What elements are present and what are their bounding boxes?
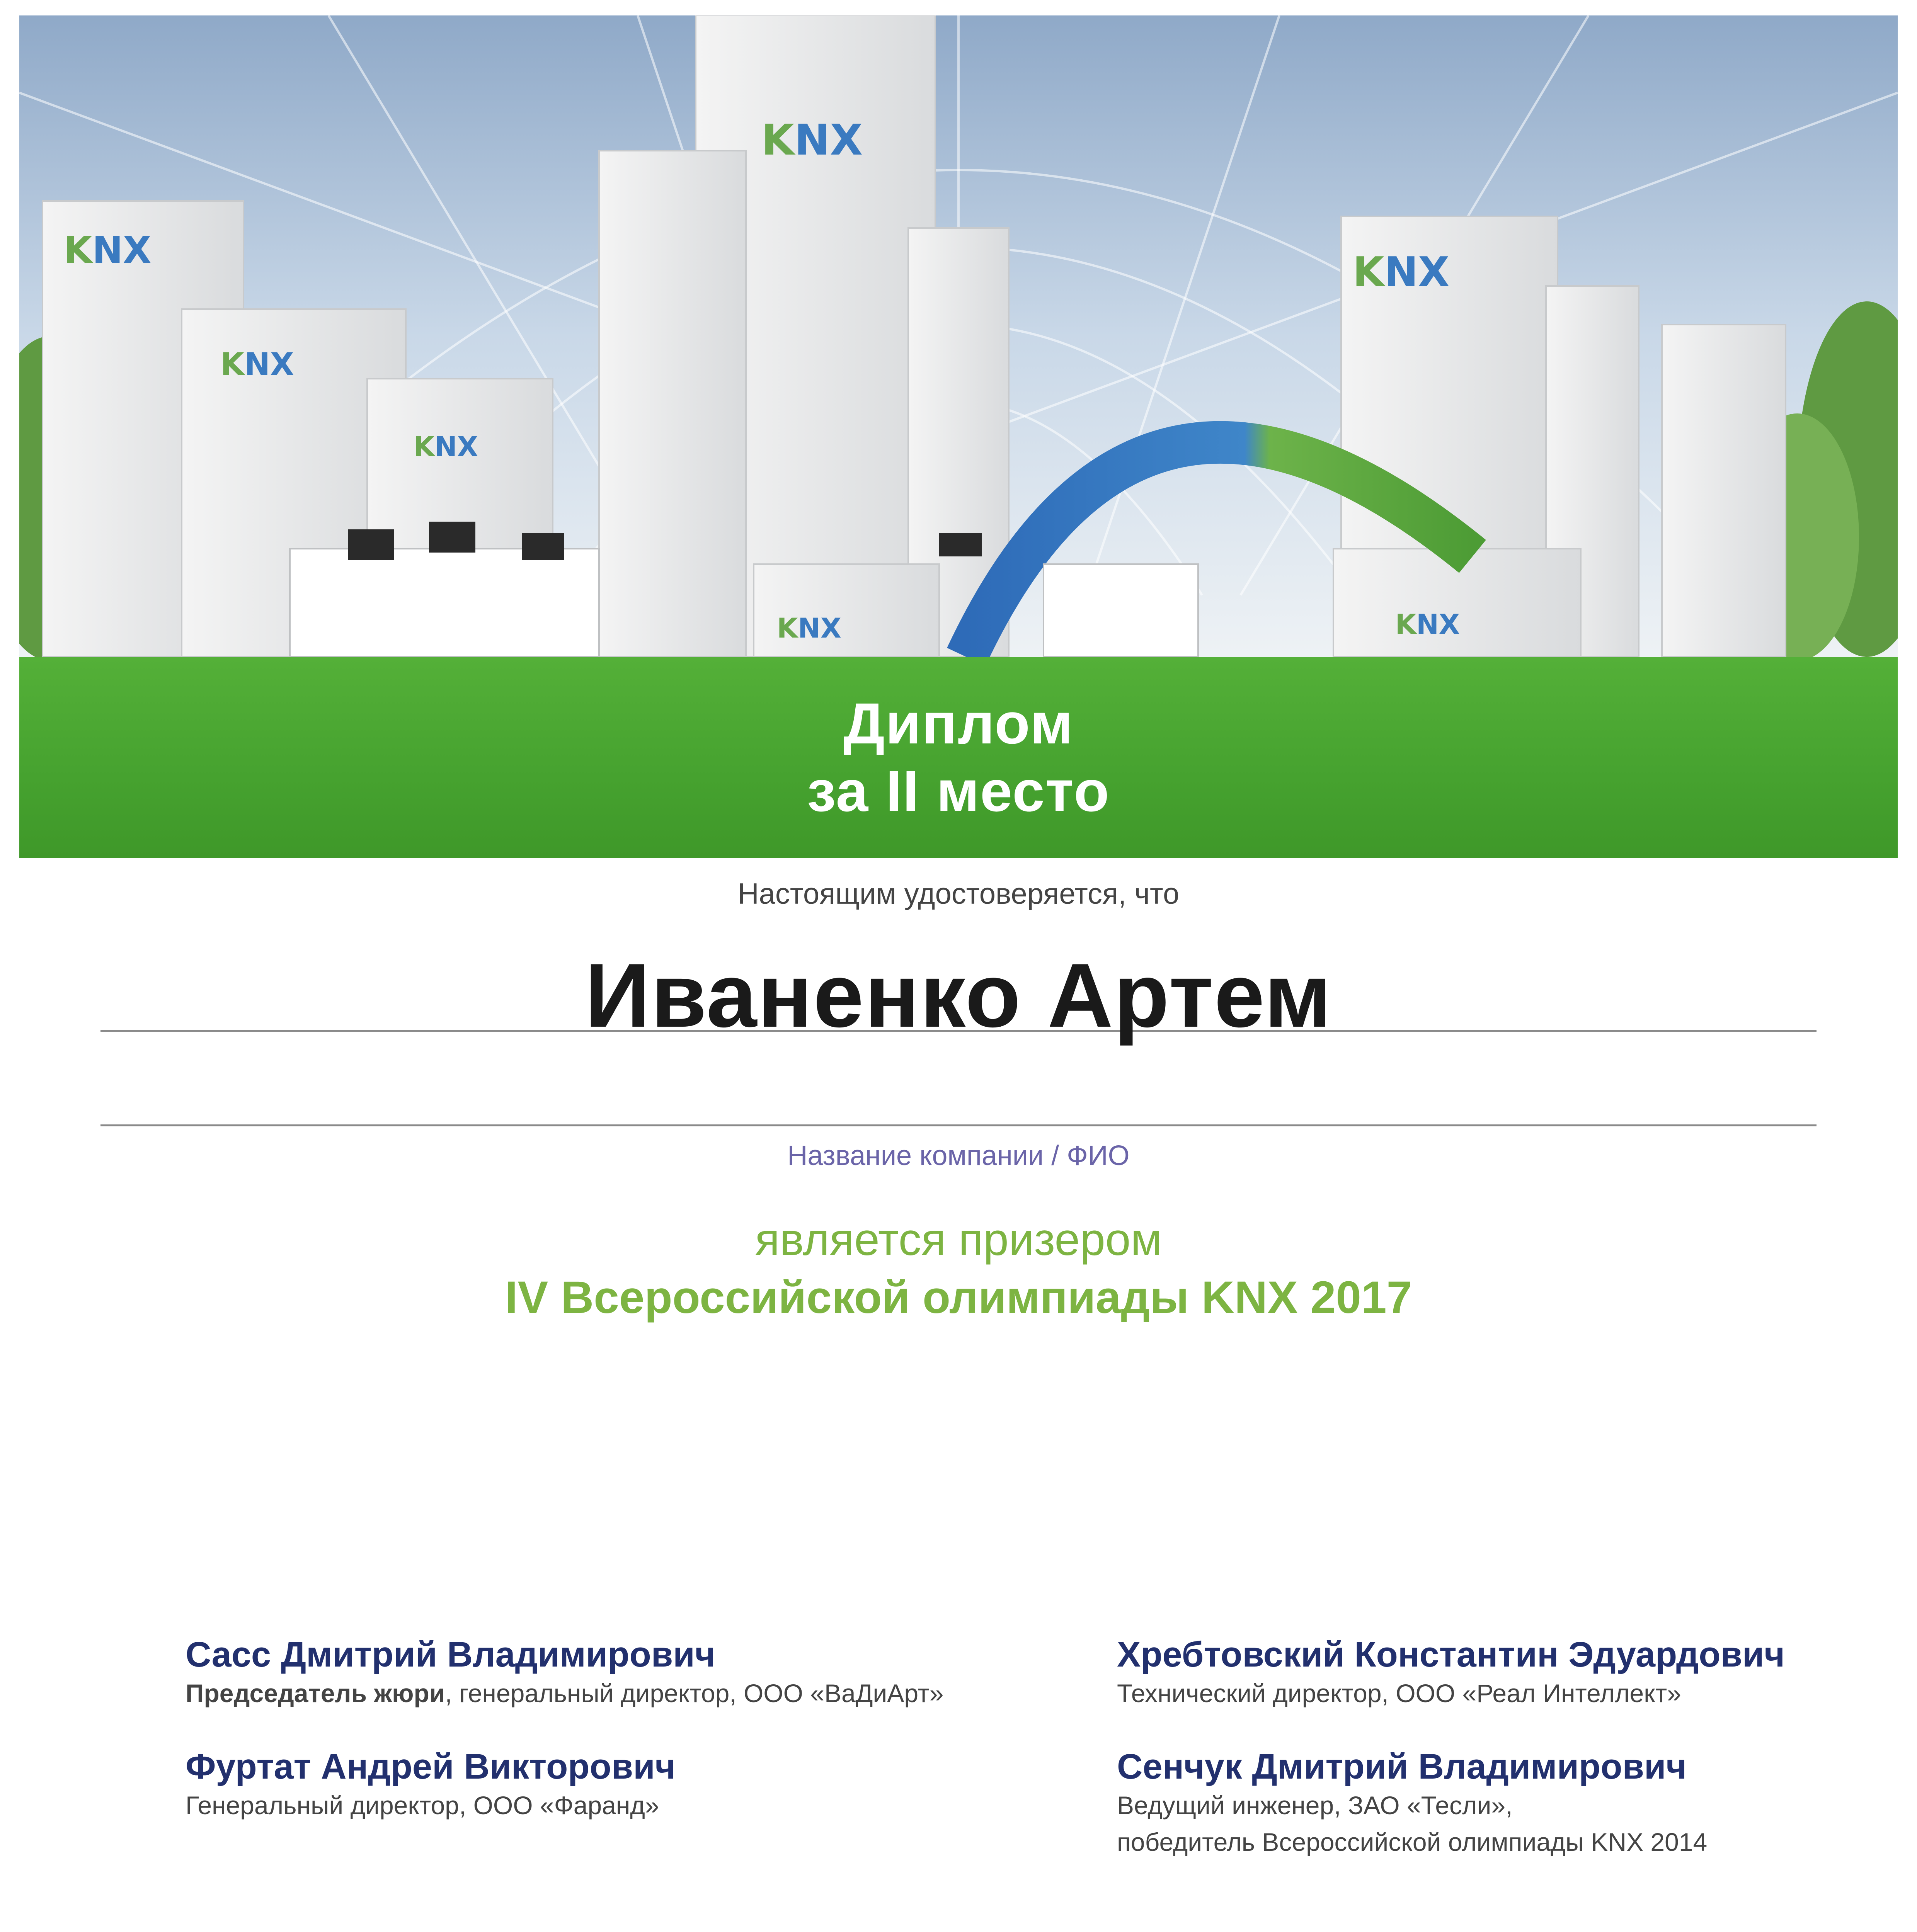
- jury-role-text: , генеральный директор, ООО «ВаДиАрт»: [445, 1679, 944, 1708]
- certify-text: Настоящим удостоверяется, что: [737, 878, 1180, 910]
- svg-text:KNX: KNX: [220, 346, 294, 382]
- jury-member: [1117, 1634, 1785, 1712]
- recipient-name: Иваненко Артем: [585, 944, 1332, 1046]
- diploma-banner: [19, 657, 1898, 858]
- knx-city-illustration: [19, 15, 1898, 657]
- jury-member: [1117, 1747, 1707, 1861]
- svg-text:KNX: KNX: [64, 229, 152, 272]
- jury-role: [186, 1675, 944, 1712]
- olympiad-title: IV Всероссийской олимпиады KNX 2017: [505, 1272, 1412, 1323]
- jury-role: Генеральный директор, ООО «Фаранд»: [186, 1791, 659, 1820]
- prize-text: является призером: [755, 1214, 1162, 1265]
- jury-name: Сенчук Дмитрий Владимирович: [1117, 1747, 1687, 1786]
- svg-text:KNX: KNX: [761, 115, 863, 165]
- jury-role: Технический директор, ООО «Реал Интеллект»: [1117, 1679, 1681, 1708]
- svg-text:KNX: KNX: [1353, 248, 1450, 296]
- caption-line: [100, 1124, 1817, 1126]
- name-caption: Название компании / ФИО: [787, 1140, 1130, 1171]
- diploma-place: за II место: [807, 759, 1110, 823]
- jury-role-line2: победитель Всероссийской олимпиады KNX 2014: [1117, 1828, 1708, 1856]
- jury-role: Ведущий инженер, ЗАО «Тесли»,: [1117, 1791, 1513, 1820]
- jury-role-bold: Председатель жюри: [186, 1679, 445, 1708]
- svg-text:KNX: KNX: [777, 612, 841, 644]
- header-illustration: [19, 15, 1898, 657]
- jury-member: [186, 1747, 676, 1824]
- jury-member: [186, 1634, 944, 1712]
- jury-name: Сасс Дмитрий Владимирович: [186, 1635, 716, 1674]
- diploma-title: Диплом: [843, 691, 1074, 756]
- jury-name: Хребтовский Константин Эдуардович: [1117, 1635, 1785, 1674]
- jury-name: Фуртат Андрей Викторович: [186, 1747, 676, 1786]
- svg-text:KNX: KNX: [1395, 609, 1460, 640]
- svg-text:KNX: KNX: [414, 431, 478, 463]
